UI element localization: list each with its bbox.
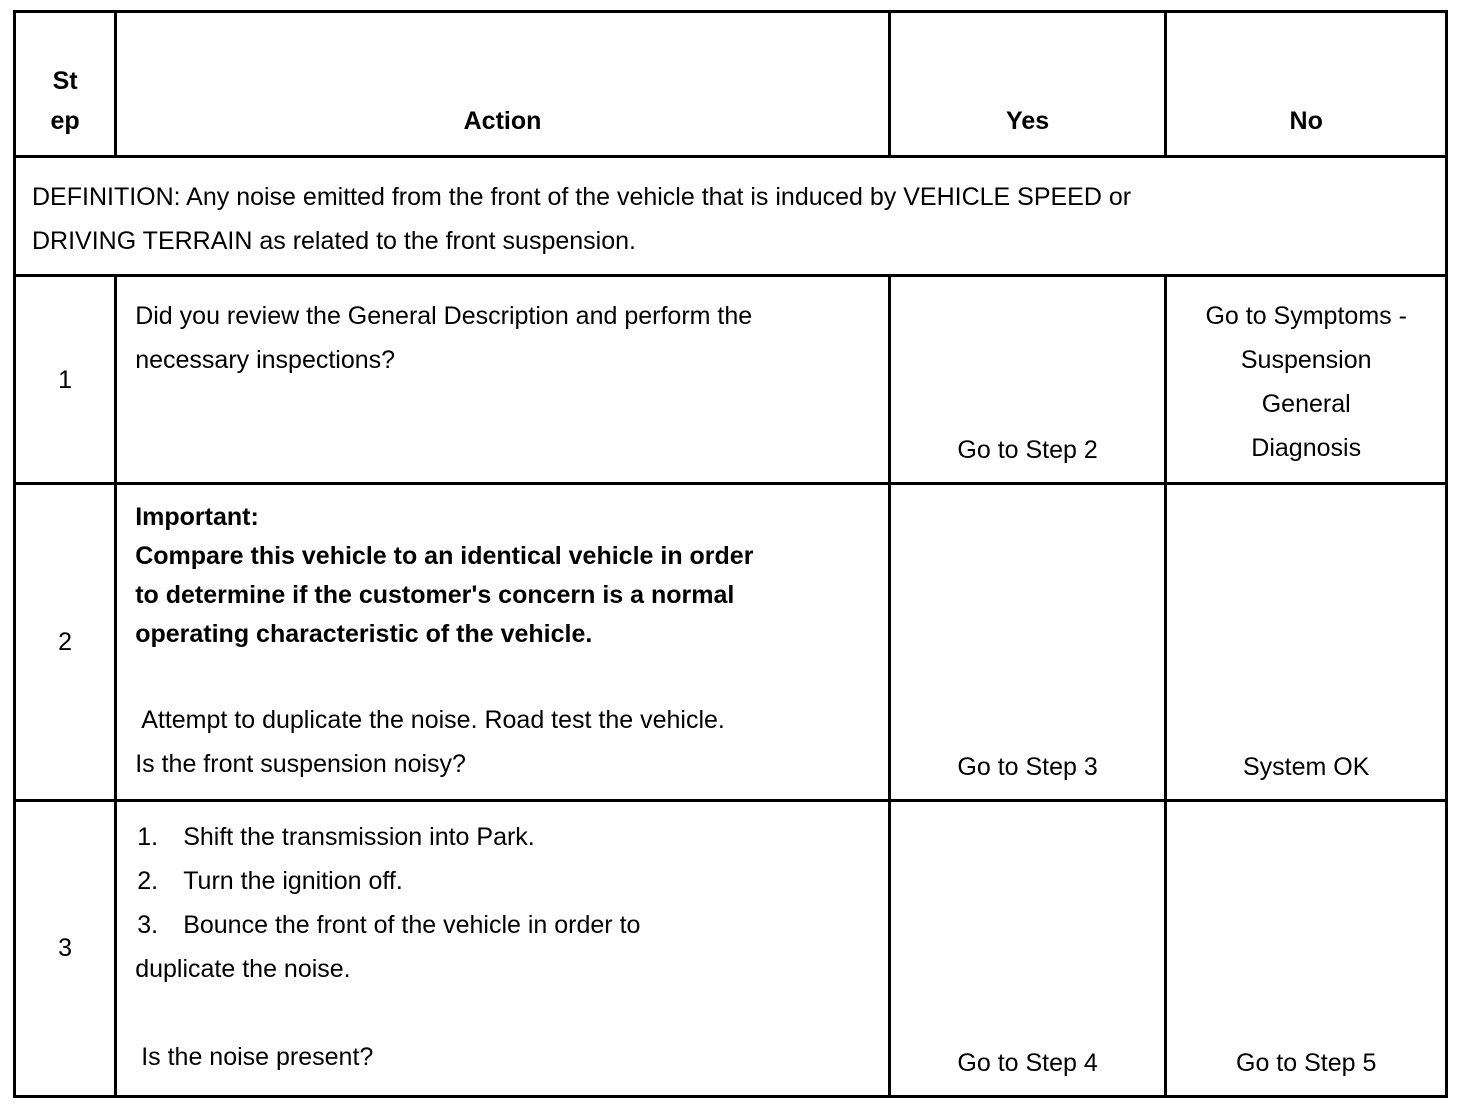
list-number: 3.: [137, 910, 159, 939]
yes-cell: Go to Step 4: [889, 800, 1166, 1096]
list-text: Bounce the front of the vehicle in order to: [183, 910, 641, 939]
header-no: No: [1166, 12, 1447, 157]
important-text: Compare this vehicle to an identical vehicle in order: [135, 541, 754, 570]
list-text: Turn the ignition off.: [183, 866, 403, 895]
definition-row: [15, 157, 1447, 276]
no-text: Diagnosis: [1251, 434, 1362, 463]
step-number: 2: [15, 483, 116, 800]
definition-line-1: DEFINITION: Any noise emitted from the front of the vehicle that is induced by VEHICLE SPEED or: [32, 183, 1132, 212]
action-text: Attempt to duplicate the noise. Road test the vehicle.: [141, 705, 725, 734]
list-number: 1.: [137, 822, 159, 851]
step-number: 1: [15, 276, 116, 484]
header-step: [15, 12, 116, 157]
table-row: [15, 800, 1447, 1096]
action-text: Is the front suspension noisy?: [135, 749, 466, 778]
important-note: [135, 498, 872, 654]
no-cell: Go to Step 5: [1166, 800, 1447, 1096]
important-label: Important:: [135, 502, 259, 531]
header-yes: Yes: [889, 12, 1166, 157]
table-row: [15, 276, 1447, 484]
action-text: duplicate the noise.: [135, 954, 351, 983]
yes-cell: Go to Step 3: [889, 483, 1166, 800]
header-row: [15, 12, 1447, 157]
action-cell: [116, 276, 890, 484]
diagnostic-table: [13, 10, 1448, 1098]
list-item: [135, 815, 872, 859]
instruction-list: [135, 815, 872, 947]
action-cell: [116, 800, 890, 1096]
header-step-label: St ep: [50, 67, 80, 136]
table-row: [15, 483, 1447, 800]
list-number: 2.: [137, 866, 159, 895]
no-text: Go to Symptoms -: [1205, 302, 1407, 331]
list-item: [135, 903, 872, 947]
yes-cell: Go to Step 2: [889, 276, 1166, 484]
no-cell: System OK: [1166, 483, 1447, 800]
definition-cell: [15, 157, 1447, 276]
no-text: Suspension: [1240, 346, 1372, 375]
action-question: Is the noise present?: [141, 1042, 374, 1071]
important-text: to determine if the customer's concern is a normal: [135, 580, 735, 609]
list-text: Shift the transmission into Park.: [183, 822, 535, 851]
step-number: 3: [15, 800, 116, 1096]
no-text: General: [1261, 390, 1351, 419]
action-text: Did you review the General Description and perform the: [135, 302, 753, 331]
important-text: operating characteristic of the vehicle.: [135, 619, 593, 648]
action-text: necessary inspections?: [135, 346, 396, 375]
no-cell: [1166, 276, 1447, 484]
action-cell: [116, 483, 890, 800]
header-action: Action: [116, 12, 890, 157]
definition-line-2: DRIVING TERRAIN as related to the front suspension.: [32, 227, 636, 256]
list-item: [135, 859, 872, 903]
